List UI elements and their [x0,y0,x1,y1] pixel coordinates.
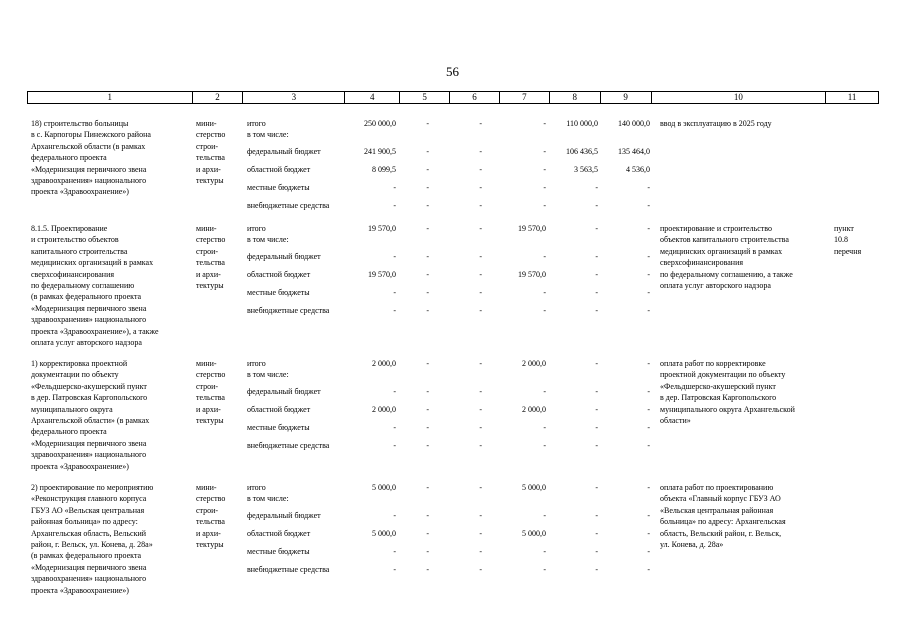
funding-row [0,164,905,176]
header-cell: 6 [450,92,500,103]
funding-value: - [647,529,650,538]
funding-value: - [543,252,546,261]
funding-value: - [393,565,396,574]
activity-name-line: район, г. Вельск, ул. Конева, д. 28а» [31,540,153,550]
executor-line: тельства [196,517,225,527]
funding-source-label: местные бюджеты [247,547,310,556]
funding-value: - [595,423,598,432]
funding-value: - [393,423,396,432]
funding-value: - [426,405,429,414]
funding-value: 19 570,0 [518,224,546,233]
funding-value: - [647,565,650,574]
funding-value: - [595,565,598,574]
funding-value: - [479,252,482,261]
funding-value: - [393,183,396,192]
funding-value: - [595,511,598,520]
funding-value: - [647,270,650,279]
funding-value: - [595,288,598,297]
activity-name-line: проекта «Здравоохранение») [31,187,129,197]
activity-name-line: «Фельдшерско-акушерский пункт [31,381,147,391]
executor-line: мини- [196,359,217,368]
funding-value: - [543,288,546,297]
funding-value: 140 000,0 [618,119,650,128]
funding-value: - [543,165,546,174]
funding-value: - [595,183,598,192]
header-cell: 4 [345,92,400,103]
header-cell: 2 [193,92,244,103]
activity-name-line: «Модернизация первичного звена [31,303,147,313]
header-cell: 3 [243,92,345,103]
activity-name-line: здравоохранения» национального [31,574,147,584]
funding-row [0,305,905,317]
funding-value: - [543,147,546,156]
funding-value: - [595,359,598,368]
funding-value: 110 000,0 [566,119,598,128]
funding-value: - [647,359,650,368]
funding-value: - [426,288,429,297]
expected-result-line: муниципального округа Архангельской [660,404,795,414]
funding-value: - [647,387,650,396]
funding-value: - [393,387,396,396]
executor-line: тектуры [196,176,224,186]
expected-result-line: проектной документации по объекту [660,370,786,380]
funding-source-label: федеральный бюджет [247,387,321,396]
funding-row [0,564,905,576]
executor-line: строи- [196,246,219,256]
funding-value: 2 000,0 [522,359,546,368]
funding-value: 2 000,0 [372,405,396,414]
executor-line: тектуры [196,540,224,550]
activity-name-line: «Модернизация первичного звена [31,438,147,448]
funding-value: 4 536,0 [626,165,650,174]
funding-value: - [426,165,429,174]
funding-value: - [647,547,650,556]
funding-value: 135 464,0 [618,147,650,156]
funding-value: - [479,270,482,279]
expected-result-line: сверхсофинансирования [660,258,744,268]
funding-value: - [393,288,396,297]
activity-name-line: в с. Карпогоры Пинежского района [31,130,151,140]
header-cell: 5 [400,92,450,103]
activity-name-line: (в рамках федерального проекта [31,292,142,302]
activity-name-line: 18) строительство больницы [31,119,129,128]
expected-result [660,482,832,550]
header-cell: 7 [500,92,550,103]
funding-value: 2 000,0 [522,405,546,414]
funding-source-label: областной бюджет [247,405,311,414]
activity-name-line: здравоохранения» национального [31,176,147,186]
executor-line: тектуры [196,416,224,426]
funding-source-label: местные бюджеты [247,288,310,297]
activity-name-line: по федеральному соглашению [31,281,135,291]
expected-result-line: ул. Конева, д. 28а» [660,540,724,550]
header-cell: 8 [550,92,601,103]
executor-line: стерство [196,235,226,245]
activity-name-line: сверхсофинансирования [31,269,115,279]
expected-result-line: области» [660,416,691,426]
funding-value: - [647,423,650,432]
funding-value: - [426,441,429,450]
funding-source-label: федеральный бюджет [247,511,321,520]
funding-value: - [543,511,546,520]
expected-result-line: по федеральному соглашению, а также [660,269,793,279]
funding-source-label: федеральный бюджет [247,147,321,156]
funding-value: - [543,119,546,128]
funding-source-label: внебюджетные средства [247,565,330,574]
funding-source-label: местные бюджеты [247,183,310,192]
funding-value: - [393,201,396,210]
funding-value: - [393,441,396,450]
expected-result-line: «Вельская центральная районная [660,505,774,515]
activity-name-line: капитального строительства [31,246,128,256]
funding-value: 241 900,5 [364,147,396,156]
executor-line: стерство [196,130,226,140]
expected-result-line: оплата работ по проектированию [660,483,774,492]
executor-line: и архи- [196,269,221,279]
page-number: 56 [446,64,459,79]
funding-value: - [647,306,650,315]
expected-result-line: оплата услуг авторского надзора [660,281,771,291]
executor-line: тельства [196,153,225,163]
funding-value: - [426,547,429,556]
funding-value: - [393,547,396,556]
funding-value: - [543,387,546,396]
header-cell: 9 [601,92,652,103]
funding-value: - [426,224,429,233]
funding-source-label: итого в том числе: [247,483,289,504]
funding-value: - [393,252,396,261]
funding-value: - [595,483,598,492]
executor-line: стерство [196,494,226,504]
funding-source-label: федеральный бюджет [247,252,321,261]
activity-name-line: Архангельской области» (в рамках [31,416,150,426]
funding-value: - [426,119,429,128]
funding-source-label: внебюджетные средства [247,201,330,210]
funding-value: - [647,224,650,233]
table-header [27,91,879,104]
expected-result-line: в дер. Патровская Каргопольского [660,393,777,403]
funding-value: - [647,201,650,210]
expected-result-line: проектирование и строительство [660,224,772,233]
funding-source-label: областной бюджет [247,165,311,174]
funding-value: - [595,529,598,538]
funding-value: 5 000,0 [372,483,396,492]
funding-source-label: итого в том числе: [247,119,289,140]
activity-name-line: проекта «Здравоохранение»), а также [31,326,159,336]
funding-value: - [647,483,650,492]
funding-row [0,182,905,194]
expected-result-line: область, Вельский район, г. Вельск, [660,528,782,538]
funding-value: - [479,483,482,492]
funding-value: - [543,306,546,315]
funding-value: - [595,306,598,315]
funding-value: - [595,405,598,414]
funding-value: - [543,441,546,450]
activity-name-line: в дер. Патровская Каргопольского [31,393,148,403]
funding-value: - [479,224,482,233]
executor-line: тельства [196,258,225,268]
executor-line: мини- [196,224,217,233]
funding-value: - [595,441,598,450]
funding-value: - [426,529,429,538]
funding-value: - [426,359,429,368]
funding-value: - [426,483,429,492]
funding-value: - [479,165,482,174]
reference-line: пункт [834,224,854,233]
funding-value: - [479,529,482,538]
funding-value: - [479,441,482,450]
activity-name-line: «Модернизация первичного звена [31,562,147,572]
funding-value: - [426,147,429,156]
funding-value: - [479,423,482,432]
funding-value: 2 000,0 [372,359,396,368]
funding-value: - [426,183,429,192]
executor-line: стерство [196,370,226,380]
executor-line: мини- [196,483,217,492]
funding-row [0,440,905,452]
funding-value: 5 000,0 [372,529,396,538]
funding-value: - [543,201,546,210]
funding-value: 19 570,0 [368,224,396,233]
funding-value: - [479,288,482,297]
funding-value: - [426,201,429,210]
activity-name-line: здравоохранения» национального [31,315,147,325]
funding-value: - [426,270,429,279]
activity-name-line: (в рамках федерального проекта [31,551,142,561]
executor-line: строи- [196,141,219,151]
funding-value: - [543,423,546,432]
executor-line: и архи- [196,164,221,174]
activity-name-line: документации по объекту [31,370,119,380]
funding-value: - [426,387,429,396]
funding-value: - [595,270,598,279]
funding-value: - [479,201,482,210]
funding-value: - [426,565,429,574]
funding-source-label: итого в том числе: [247,359,289,380]
funding-value: 3 563,5 [574,165,598,174]
funding-value: - [479,147,482,156]
funding-row [0,200,905,212]
funding-value: - [595,252,598,261]
funding-value: - [393,306,396,315]
funding-source-label: местные бюджеты [247,423,310,432]
funding-source-label: итого в том числе: [247,224,289,245]
funding-source-label: областной бюджет [247,270,311,279]
funding-value: - [479,405,482,414]
executor-line: строи- [196,505,219,515]
expected-result-line: объекта «Главный корпус ГБУЗ АО [660,494,781,504]
activity-name-line: оплата услуг авторского надзора [31,338,142,348]
funding-value: - [595,224,598,233]
activity-name-line: федерального проекта [31,153,107,163]
expected-result-line: оплата работ по корректировке [660,359,766,368]
activity-name-line: 2) проектирование по мероприятию [31,483,154,492]
expected-result-line: объектов капитального строительства [660,235,789,245]
funding-value: - [426,306,429,315]
expected-result-line: медицинских организаций в рамках [660,246,783,256]
expected-result [660,358,832,426]
funding-source-label: внебюджетные средства [247,441,330,450]
funding-value: - [647,288,650,297]
activity-name-line: Архангельской области (в рамках [31,141,146,151]
funding-value: - [647,511,650,520]
activity-name-line: «Реконструкция главного корпуса [31,494,147,504]
header-cell: 1 [28,92,193,103]
funding-value: 8 099,5 [372,165,396,174]
activity-name-line: 8.1.5. Проектирование [31,224,108,233]
funding-value: - [426,252,429,261]
expected-result [660,118,832,129]
funding-value: - [543,547,546,556]
activity-name-line: федерального проекта [31,427,107,437]
activity-name-line: ГБУЗ АО «Вельская центральная [31,505,145,515]
funding-row [0,146,905,158]
funding-value: 19 570,0 [368,270,396,279]
activity-name-line: медицинских организаций в рамках [31,258,154,268]
funding-value: - [426,423,429,432]
funding-value: - [479,565,482,574]
funding-value: - [393,511,396,520]
activity-name-line: проекта «Здравоохранение») [31,461,129,471]
expected-result-line: ввод в эксплуатацию в 2025 году [660,119,772,128]
funding-value: - [595,201,598,210]
header-cell: 11 [847,92,857,102]
funding-value: - [479,359,482,368]
funding-value: - [543,183,546,192]
funding-value: - [647,405,650,414]
funding-value: 19 570,0 [518,270,546,279]
funding-source-label: областной бюджет [247,529,311,538]
funding-value: - [647,183,650,192]
funding-value: - [479,547,482,556]
activity-name-line: Архангельская область, Вельский [31,528,147,538]
header-cell: 10 [652,92,827,103]
funding-value: - [543,565,546,574]
funding-value: - [426,511,429,520]
executor-line: строи- [196,381,219,391]
funding-source-label: внебюджетные средства [247,306,330,315]
executor-line: тельства [196,393,225,403]
activity-name-line: «Модернизация первичного звена [31,164,147,174]
reference-line: перечня [834,246,862,256]
funding-value: - [479,183,482,192]
executor-line: и архи- [196,528,221,538]
expected-result-line: больница» по адресу: Архангельская [660,517,786,527]
activity-name-line: здравоохранения» национального [31,450,147,460]
reference-line: 10.8 [834,235,848,245]
activity-name-line: проекта «Здравоохранение») [31,585,129,595]
expected-result [660,223,832,291]
executor-line: тектуры [196,281,224,291]
activity-name-line: 1) корректировка проектной [31,359,128,368]
activity-name-line: районная больница» по адресу: [31,517,138,527]
activity-name-line: муниципального округа [31,404,113,414]
funding-value: - [647,252,650,261]
executor-line: мини- [196,119,217,128]
expected-result-line: «Фельдшерско-акушерский пункт [660,381,776,391]
activity-name-line: и строительство объектов [31,235,119,245]
funding-value: 250 000,0 [364,119,396,128]
funding-value: - [479,119,482,128]
reference [834,223,878,257]
funding-value: - [647,441,650,450]
funding-value: - [595,387,598,396]
funding-value: - [479,511,482,520]
funding-value: - [595,547,598,556]
activity-name [31,223,193,348]
funding-value: 106 436,5 [566,147,598,156]
executor-line: и архи- [196,404,221,414]
funding-value: 5 000,0 [522,529,546,538]
funding-value: - [479,306,482,315]
funding-value: 5 000,0 [522,483,546,492]
funding-value: - [479,387,482,396]
